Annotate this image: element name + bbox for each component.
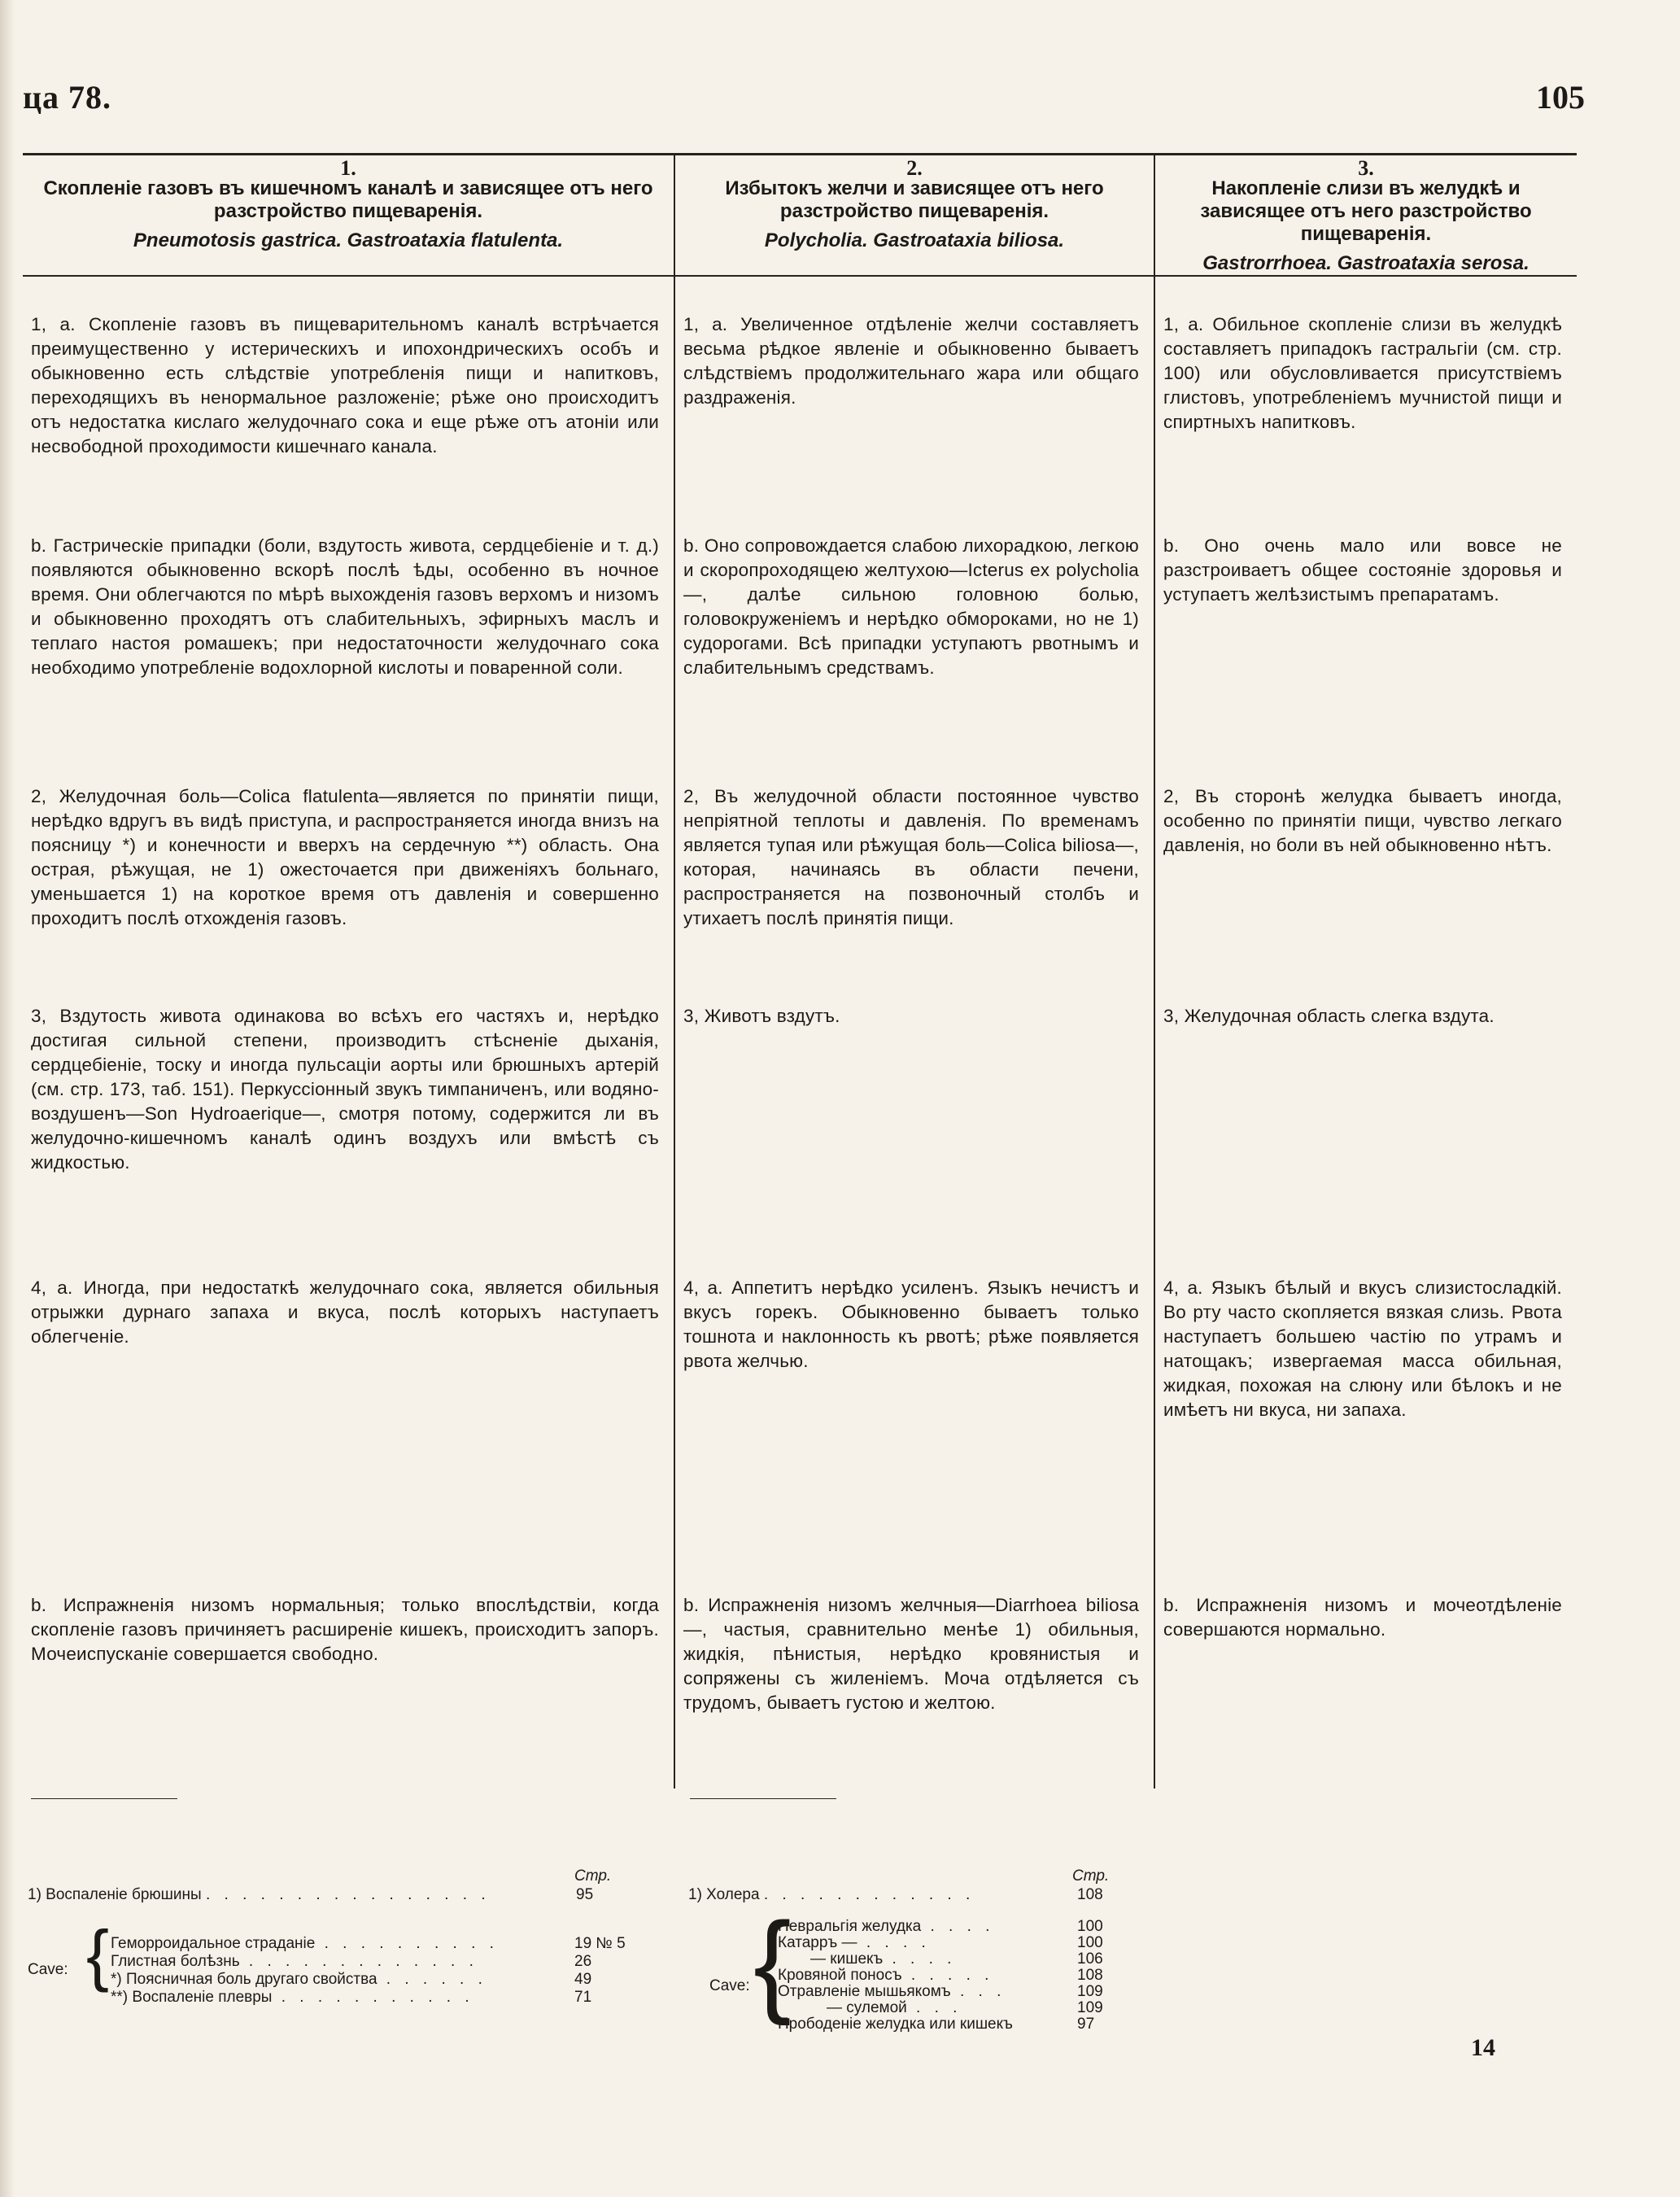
- column-header: [675, 156, 1154, 273]
- column-latin-name: Gastrorrhoea. Gastroataxia serosa.: [1202, 252, 1529, 274]
- page-header: [23, 78, 1585, 127]
- cave-list: [778, 1919, 1111, 2033]
- column-1: [23, 153, 674, 1789]
- column-header: [1155, 156, 1577, 274]
- entry-4a: 4, a. Аппетитъ нерѣдко усиленъ. Языкъ нечистъ и вкусъ горекъ. Обыкновенно бываетъ только тошнота и наклонность къ рвотѣ; рѣже появляется рвота желчью.: [683, 1278, 1139, 1371]
- column-latin-name: Polycholia. Gastroataxia biliosa.: [764, 229, 1065, 251]
- entry-2: 2, Желудочная боль—Colica flatulenta—является по принятіи пищи, нерѣдко вдругъ въ видѣ приступа, и распространяется иногда внизъ на поясницу *) и конечности и вверхъ на сердечную **) область. Она острая, рѣжущая, не 1) ожесточается при движеніяхъ больнаго, уменьшается 1) на короткое время отъ давленія и совершенно проходитъ послѣ отхожденія газовъ.: [31, 786, 659, 928]
- printer-signature: 14: [1471, 2034, 1495, 2061]
- column-number: 3.: [1358, 156, 1374, 180]
- footnote-rule: [31, 1798, 177, 1799]
- brace-icon: {: [86, 1916, 110, 1993]
- column-title: Скопленіе газовъ въ кишечномъ каналѣ и зависящее отъ него разстройство пищеваренія.: [43, 177, 653, 222]
- entry-1b: b. Гастрическіе припадки (боли, вздутость живота, сердцебіеніе и т. д.) появляются обыкновенно вскорѣ послѣ ѣды, особенно въ ночное время. Они облегчаются по мѣрѣ выхожденія газовъ верхомъ и низомъ и обыкновенно проходятъ отъ слабительныхъ, эфирныхъ маслъ и теплаго настоя ромашекъ; при недостаточности желудочнаго сока необходимо употребленіе водохлорной кислоты и поваренной соли.: [31, 535, 659, 678]
- footnote-page: 108: [1077, 1886, 1103, 1903]
- cave-item: — кишекъ . . . . 106: [810, 1950, 1103, 1968]
- entry-4b: b. Испражненія низомъ и мочеотдѣленіе совершаются нормально.: [1163, 1595, 1562, 1640]
- cave-list: [111, 1935, 648, 2007]
- footnote-rule: [690, 1798, 836, 1799]
- leader-dots: . . . . . . . . . . . .: [763, 1886, 975, 1903]
- entry-4b: b. Испражненія низомъ нормальныя; только впослѣдствіи, когда скопленіе газовъ причиняетъ расширеніе кишекъ, происходитъ запоръ. Мочеиспусканіе совершается свободно.: [31, 1595, 659, 1664]
- column-number: 2.: [906, 156, 923, 180]
- cave-item: Кровяной поносъ . . . . . 108: [778, 1967, 1103, 1984]
- column-header: [23, 156, 674, 273]
- cave-item: Прободеніе желудка или кишекъ 97: [778, 2016, 1095, 2033]
- entry-1a: 1, a. Скопленіе газовъ въ пищеварительномъ каналѣ встрѣчается преимущественно у истерическихъ и ипохондрическихъ особъ и обыкновенно есть слѣдствіе употребленія пищи и напитковъ, переходящихъ въ ненормальное разложеніе; рѣже оно происходитъ отъ недостатка кислаго желудочнаго сока и еще рѣже отъ атоніи или несвободной проходимости кишечнаго канала.: [31, 314, 659, 456]
- comparison-table: [23, 153, 1577, 1789]
- cave-item: *) Поясничная боль другаго свойства . . . . . . 49: [111, 1971, 592, 1988]
- cave-label: Cave:: [28, 1961, 68, 1978]
- entry-1b: b. Оно очень мало или вовсе не разстроиваетъ общее состояніе здоровья и уступаетъ желѣзистымъ препаратамъ.: [1163, 535, 1562, 605]
- entry-1b: b. Оно сопровождается слабою лихорадкою, легкою и скоропроходящею желтухою—Icterus ex polycholia—, далѣе сильною головною болью, головокруженіемъ и нерѣдко обмороками, но не 1) судорогами. Всѣ припадки уступаютъ рвотнымъ и слабительнымъ средствамъ.: [683, 535, 1139, 678]
- footnote-1: [28, 1886, 594, 1904]
- footnote-label: 1) Холера: [688, 1886, 760, 1903]
- footnote-1: [688, 1886, 1111, 1904]
- cave-item: **) Воспаленіе плевры . . . . . . . . . . . 71: [111, 1989, 592, 2006]
- entry-2: 2, Въ сторонѣ желудка бываетъ иногда, особенно по принятіи пищи, чувство легкаго давленія, но боли въ ней обыкновенно нѣтъ.: [1163, 786, 1562, 855]
- column-latin-name: Pneumotosis gastrica. Gastroataxia flatulenta.: [133, 229, 564, 251]
- footnote-page-heading: Стр.: [574, 1867, 612, 1885]
- entry-3: 3, Вздутость живота одинакова во всѣхъ его частяхъ и, нерѣдко достигая сильной степени, производитъ стѣсненіе дыханія, сердцебіеніе, тоску и иногда пульсаціи аорты или брюшныхъ артерій (см. стр. 173, таб. 151). Перкуссіонный звукъ тимпаниченъ, или водяно-воздушенъ—Son Hydroaerique—, смотря потому, содержится ли въ желудочно-кишечномъ каналѣ одинъ воздухъ или вмѣстѣ съ жидкостью.: [31, 1006, 659, 1173]
- cave-item: Отравленіе мышьякомъ . . . 109: [778, 1983, 1103, 2000]
- column-title: Накопленіе слизи въ желудкѣ и зависящее отъ него разстройство пищеваренія.: [1200, 177, 1532, 245]
- cave-item: — сулемой . . . 109: [827, 1999, 1103, 2016]
- footnote-page-heading: Стр.: [1072, 1867, 1110, 1885]
- entry-3: 3, Животъ вздутъ.: [683, 1006, 840, 1026]
- page-number: 105: [1536, 79, 1585, 116]
- entry-4a: 4, a. Языкъ бѣлый и вкусъ слизистосладкій. Во рту часто скопляется вязкая слизь. Рвота наступаетъ большею частію по утрамъ и натощакъ; извергаемая масса обильная, жидкая, похожая на слюну или бѣлокъ и не имѣетъ ни вкуса, ни запаха.: [1163, 1278, 1562, 1420]
- page-binding-shadow: [0, 0, 15, 2197]
- column-number: 1.: [340, 156, 356, 180]
- cave-item: Геморроидальное страданіе . . . . . . . . . . 19 № 5: [111, 1935, 626, 1952]
- brace-icon: {: [753, 1898, 792, 2026]
- entry-1a: 1, a. Обильное скопленіе слизи въ желудкѣ составляетъ припадокъ гастральгіи (см. стр. 100) или обусловливается присутствіемъ глистовъ, употребленіемъ мучнистой пищи и спиртныхъ напитковъ.: [1163, 314, 1562, 432]
- leader-dots: . . . . . . . . . . . . . . . .: [205, 1886, 491, 1903]
- entry-4b: b. Испражненія низомъ желчныя—Diarrhoea biliosa—, частыя, сравнительно менѣе 1) обильныя, жидкія, пѣнистыя, нерѣдко кровянистыя и сопряжены съ жиленіемъ. Моча отдѣляется съ трудомъ, бываетъ густою и желтою.: [683, 1595, 1139, 1713]
- column-title: Избытокъ желчи и зависящее отъ него разстройство пищеваренія.: [725, 177, 1104, 222]
- cave-label: Cave:: [709, 1977, 750, 1994]
- entry-4a: 4, a. Иногда, при недостаткѣ желудочнаго сока, является обильныя отрыжки дурнаго запаха и вкуса, послѣ которыхъ наступаетъ облегченіе.: [31, 1278, 659, 1347]
- footnote-label: 1) Воспаленіе брюшины: [28, 1886, 202, 1903]
- entry-3: 3, Желудочная область слегка вздута.: [1163, 1006, 1495, 1026]
- running-title: ца 78.: [23, 79, 112, 116]
- cave-item: Катарръ — . . . . 100: [778, 1934, 1103, 1951]
- column-2: [675, 153, 1154, 1789]
- cave-item: Глистная болѣзнь . . . . . . . . . . . . . 26: [111, 1953, 592, 1970]
- entry-2: 2, Въ желудочной области постоянное чувство непріятной теплоты и давленія. По временамъ является тупая или рѣжущая боль—Colica biliosa—, которая, начинаясь въ области печени, распространяется на позвоночный столбъ и утихаетъ послѣ принятія пищи.: [683, 786, 1139, 928]
- footnote-page: 95: [576, 1886, 594, 1903]
- column-3: [1155, 153, 1577, 1789]
- cave-item: Невральгія желудка . . . . 100: [778, 1918, 1103, 1935]
- entry-1a: 1, a. Увеличенное отдѣленіе желчи составляетъ весьма рѣдкое явленіе и обыкновенно бываетъ слѣдствіемъ продолжительнаго жара или общаго раздраженія.: [683, 314, 1139, 408]
